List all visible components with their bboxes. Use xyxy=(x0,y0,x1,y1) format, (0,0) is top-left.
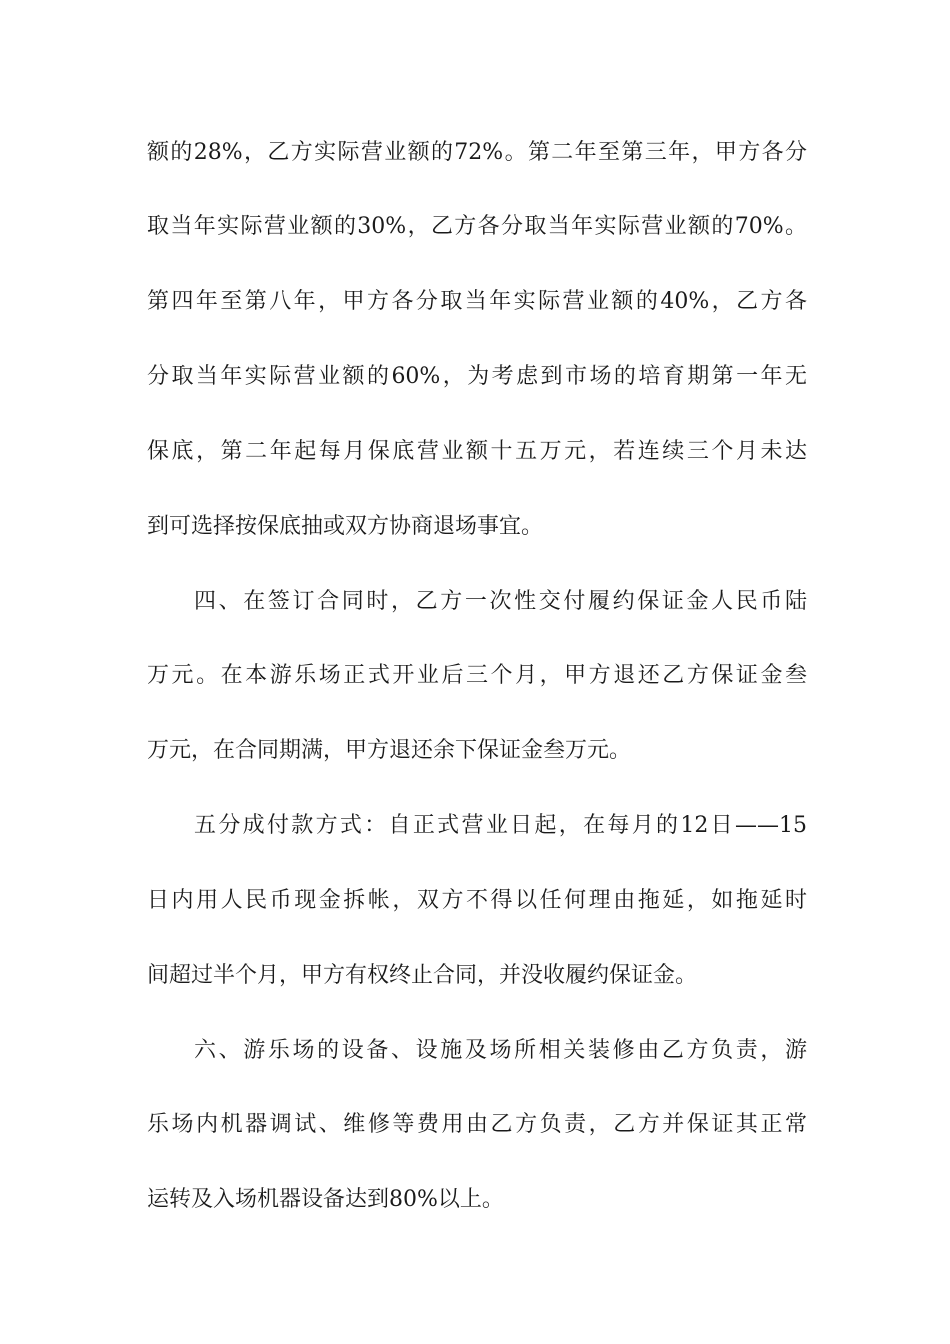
text-line: 日内用人民币现金拆帐，双方不得以任何理由拖延，如拖延时 xyxy=(147,888,807,913)
text-line: 保底，第二年起每月保底营业额十五万元，若连续三个月未达 xyxy=(147,439,807,464)
text-line: 额的28%，乙方实际营业额的72%。第二年至第三年，甲方各分 xyxy=(147,140,807,165)
paragraph-start-line: 六、游乐场的设备、设施及场所相关装修由乙方负责，游 xyxy=(194,1038,807,1063)
text-line: 万元。在本游乐场正式开业后三个月，甲方退还乙方保证金叁 xyxy=(147,663,807,688)
text-line: 万元，在合同期满，甲方退还余下保证金叁万元。 xyxy=(147,738,632,763)
text-line: 运转及入场机器设备达到80%以上。 xyxy=(147,1187,504,1212)
text-line: 间超过半个月，甲方有权终止合同，并没收履约保证金。 xyxy=(147,963,698,988)
text-line: 分取当年实际营业额的60%，为考虑到市场的培育期第一年无 xyxy=(147,364,807,389)
paragraph-start-line: 五分成付款方式：自正式营业日起，在每月的12日——15 xyxy=(194,813,807,838)
text-line: 到可选择按保底抽或双方协商退场事宜。 xyxy=(147,514,544,539)
text-line: 第四年至第八年，甲方各分取当年实际营业额的40%，乙方各 xyxy=(147,289,807,314)
paragraph-start-line: 四、在签订合同时，乙方一次性交付履约保证金人民币陆 xyxy=(194,589,807,614)
text-line: 取当年实际营业额的30%，乙方各分取当年实际营业额的70%。 xyxy=(147,214,807,239)
text-line: 乐场内机器调试、维修等费用由乙方负责，乙方并保证其正常 xyxy=(147,1112,807,1137)
